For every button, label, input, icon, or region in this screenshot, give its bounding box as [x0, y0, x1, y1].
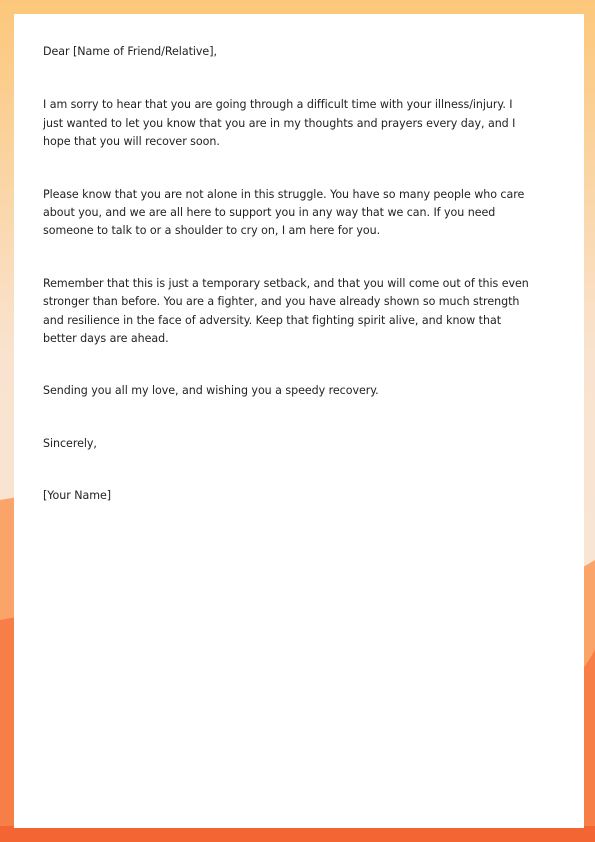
letter-paragraph-3: Remember that this is just a temporary setback, and that you will come out of this even stronger than before. You are a fighter, and you have already shown so much strength and resilience in the face of adversity. Keep that fighting spirit alive, and know that better days are ahead. — [43, 276, 529, 346]
letter-signature: [Your Name] — [43, 489, 112, 503]
letter-body — [43, 43, 533, 506]
letter-paragraph-2: Please know that you are not alone in this struggle. You have so many people who care about you, and we are all here to support you in any way that we can. If you need someone to talk to or a shoulder to cry on, I am here for you. — [43, 187, 525, 238]
letter-signoff: Sincerely, — [43, 436, 97, 450]
letter-closing-line: Sending you all my love, and wishing you a speedy recovery. — [43, 384, 379, 398]
letter-salutation: Dear [Name of Friend/Relative], — [43, 45, 217, 58]
background-bottom-band — [0, 826, 595, 842]
letter-paragraph-1: I am sorry to hear that you are going through a difficult time with your illness/injury. I just wanted to let you know that you are in my thoughts and prayers every day, and I hope that you will recover soon. — [43, 98, 516, 149]
